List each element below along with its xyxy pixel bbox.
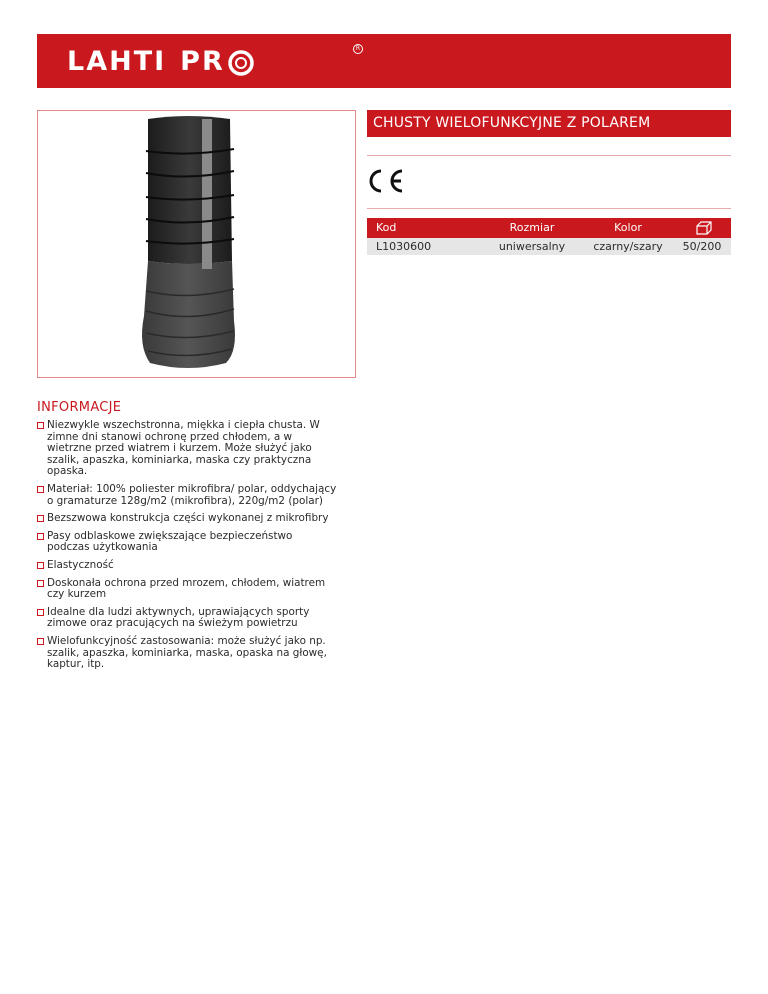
brand-logo bbox=[67, 47, 254, 77]
bullet-square-icon bbox=[37, 580, 44, 587]
logo-text-right: PR bbox=[180, 46, 225, 77]
product-photo bbox=[37, 110, 356, 378]
feature-list bbox=[37, 420, 337, 677]
bullet-square-icon bbox=[37, 638, 44, 645]
list-item: Idealne dla ludzi aktywnych, uprawiających sporty zimowe oraz pracujących na świeżym powietrzu bbox=[37, 607, 337, 630]
table-row bbox=[367, 238, 731, 255]
divider-bottom bbox=[367, 208, 731, 209]
row-code: L1030600 bbox=[376, 240, 432, 253]
row-color: czarny/szary bbox=[593, 240, 663, 253]
ce-mark-icon bbox=[364, 166, 408, 196]
header-code: Kod bbox=[376, 221, 397, 234]
spec-table-header bbox=[367, 218, 731, 238]
bullet-square-icon bbox=[37, 486, 44, 493]
bullet-square-icon bbox=[37, 515, 44, 522]
divider-top bbox=[367, 155, 731, 156]
header-color: Kolor bbox=[614, 221, 642, 234]
info-title: INFORMACJE bbox=[37, 400, 122, 415]
neck-gaiter-image bbox=[38, 111, 355, 377]
brand-header bbox=[37, 34, 731, 88]
logo-text-left: LAHTI bbox=[67, 46, 167, 77]
package-box-icon bbox=[696, 221, 712, 235]
list-item: Pasy odblaskowe zwiększające bezpieczeństwo podczas użytkowania bbox=[37, 531, 337, 554]
bullet-square-icon bbox=[37, 609, 44, 616]
list-item: Bezszwowa konstrukcja części wykonanej z mikrofibry bbox=[37, 513, 337, 525]
list-item: Elastyczność bbox=[37, 560, 337, 572]
row-size: uniwersalny bbox=[498, 240, 566, 253]
header-size: Rozmiar bbox=[509, 221, 555, 234]
bullet-square-icon bbox=[37, 533, 44, 540]
bullet-square-icon bbox=[37, 562, 44, 569]
list-item: Wielofunkcyjność zastosowania: może służyć jako np. szalik, apaszka, kominiarka, maska, opaska na głowę, kaptur, itp. bbox=[37, 636, 337, 671]
logo-ring-icon bbox=[228, 50, 254, 76]
list-item: Niezwykle wszechstronna, miękka i ciepła chusta. W zimne dni stanowi ochronę przed chłodem, a w wietrzne przed wiatrem i kurzem. Może służyć jako szalik, apaszka, kominiarka, maska czy praktyczna opaska. bbox=[37, 420, 337, 478]
product-title: CHUSTY WIELOFUNKCYJNE Z POLAREM bbox=[367, 110, 731, 137]
bullet-square-icon bbox=[37, 422, 44, 429]
row-pack: 50/200 bbox=[682, 240, 722, 253]
list-item: Doskonała ochrona przed mrozem, chłodem, wiatrem czy kurzem bbox=[37, 578, 337, 601]
list-item: Materiał: 100% poliester mikrofibra/ polar, oddychający o gramaturze 128g/m2 (mikrofibra), 220g/m2 (polar) bbox=[37, 484, 337, 507]
registered-mark: R bbox=[353, 44, 363, 54]
